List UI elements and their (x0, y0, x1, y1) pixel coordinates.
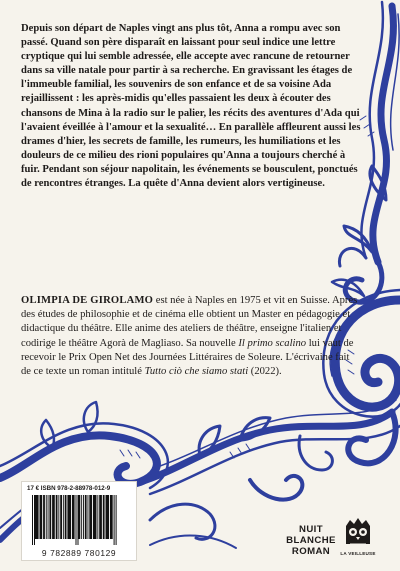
blurb-text: Depuis son départ de Naples vingt ans plus tôt, Anna a rompu avec son passé. Quand son père disparaît en laissant pour seul indice une lettre cryptique qui lui semble adressée, elle accepte avec rancune de retourner dans sa ville natale pour partir à sa recherche. En gravissant les étages de l'immeuble familial, les souvenirs de son enfance et de sa voisine Ada rejaillissent : les après-midis qu'elles passaient les deux à écouter des chansons de Mina à la radio sur le palier, les récits des aventures d'Ada qui l'avaient éveillée à l'amour et la sexualité… En parallèle affleurent aussi les drames d'hier, les secrets de famille, les rumeurs, les humiliations et les douleurs de ce milieu des rioni populaires qu'Anna a toujours cherché à fuir. Pendant son séjour napolitain, les événements se bousculent, ponctués de rencontres étranges. La quête d'Anna devient alors vertigineuse. (21, 23, 361, 190)
price-isbn: 17 € ISBN 978-2-88978-012-9 (27, 485, 111, 492)
bio-text-1: est née à Naples en 1975 et vit en Suisse. Après des études de philosophie et de cinéma elle obtient un Master en pédagogie et didactique du théâtre. Elle anime des ateliers de théâtre, enseigne l'italien et codirige le théâtre Agorà de Magliaso. Sa nouvelle (21, 295, 358, 349)
publisher-name (286, 524, 336, 557)
publisher-line-2: ROMAN (291, 546, 331, 557)
author-bio (21, 294, 361, 379)
barcode-graphic (30, 495, 128, 545)
publisher-line-1: NUIT BLANCHE (286, 524, 336, 546)
bio-paragraph (21, 294, 361, 379)
bio-title-2: Tutto ciò che siamo stati (144, 366, 249, 378)
barcode-block (21, 481, 137, 561)
publisher-logo (340, 514, 376, 558)
bio-text-3: (2022). (248, 366, 282, 378)
barcode-digits: 9 782889 780129 (41, 548, 117, 558)
blurb-summary (21, 22, 366, 191)
bio-title-1: Il primo scalino (238, 337, 307, 349)
logo-label: LA VEILLEUSE (340, 551, 376, 556)
author-name: OLIMPIA DE GIROLAMO (21, 295, 154, 306)
owl-logo-icon (340, 514, 376, 550)
bio-text-2: lui vaut de recevoir le Prix Open Net des Journées Littéraires de Soleure. L'écrivaine fait de ce texte un roman intitulé (21, 337, 354, 378)
